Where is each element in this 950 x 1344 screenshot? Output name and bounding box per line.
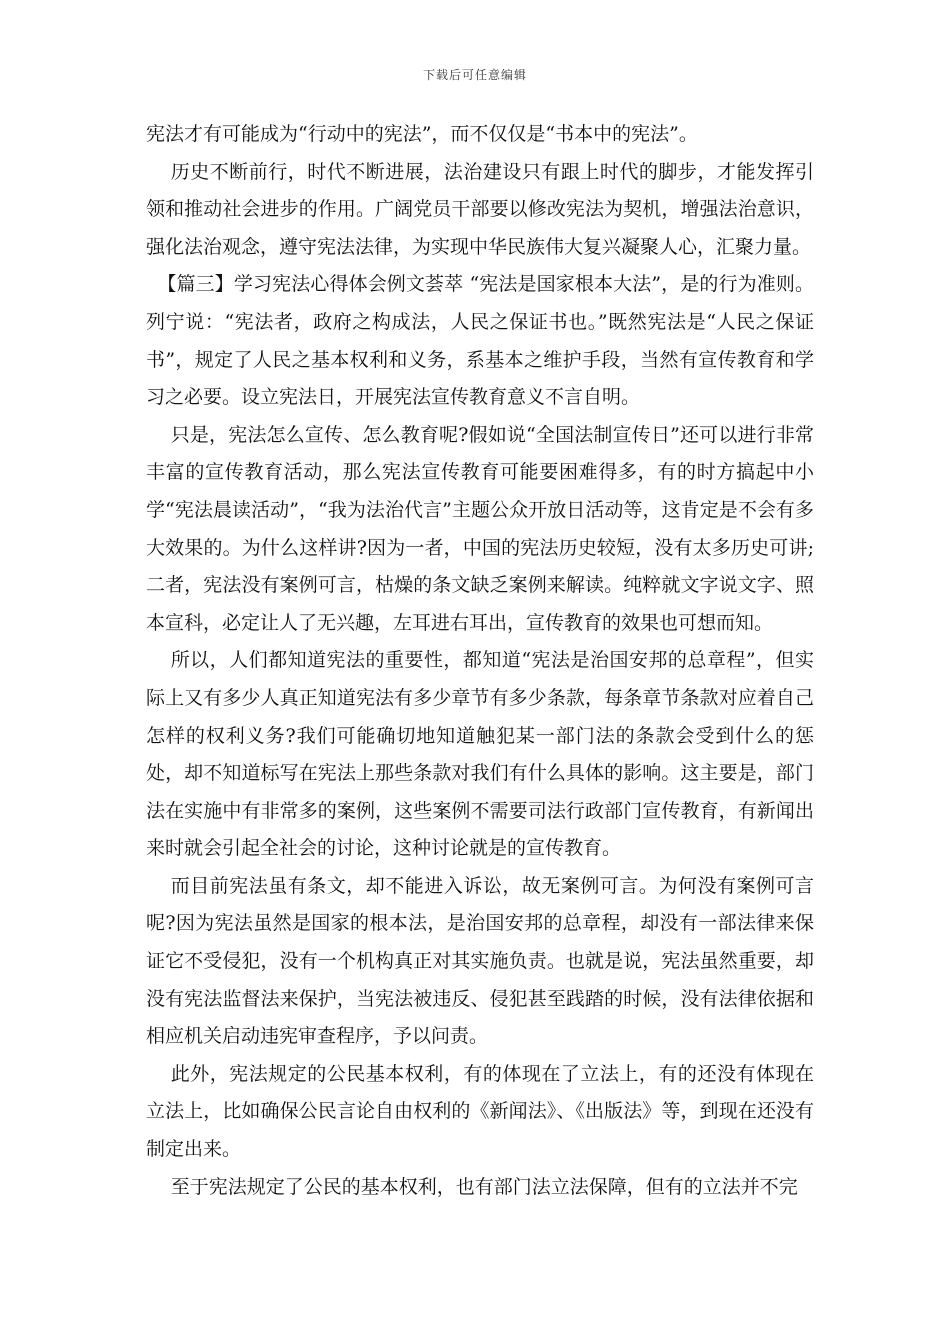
page-header: 下载后可任意编辑 — [422, 68, 527, 82]
paragraph-4: 只是，宪法怎么宣传、怎么教育呢?假如说“全国法制宣传日”还可以进行非常丰富的宣传教育活动，那么宪法宣传教育可能要困难得多，有的时方搞起中小学“宪法晨读活动”，“我为法治代言”主题公众开放日活动等，这肯定是不会有多大效果的。为什么这样讲?因为一者，中国的宪法历史较短，没有太多历史可讲;二者，宪法没有案例可言，枯燥的条文缺乏案例来解读。纯粹就文字说文字、照本宣科，必定让人了无兴趣，左耳进右耳出，宣传教育的效果也可想而知。 — [146, 423, 814, 634]
paragraph-6: 而目前宪法虽有条文，却不能进入诉讼，故无案例可言。为何没有案例可言呢?因为宪法虽然是国家的根本法，是治国安邦的总章程，却没有一部法律来保证它不受侵犯，没有一个机构真正对其实施负责。也就是说，宪法虽然重要，却没有宪法监督法来保护，当宪法被违反、侵犯甚至践踏的时候，没有法律依据和相应机关启动违宪审查程序，予以问责。 — [146, 874, 814, 1048]
document-body — [146, 116, 814, 1206]
paragraph-7: 此外，宪法规定的公民基本权利，有的体现在了立法上，有的还没有体现在立法上，比如确保公民言论自由权利的《新闻法》、《出版法》等，到现在还没有制定出来。 — [146, 1062, 814, 1161]
paragraph-1: 宪法才有可能成为“行动中的宪法”，而不仅仅是“书本中的宪法”。 — [146, 123, 698, 145]
paragraph-3: 【篇三】学习宪法心得体会例文荟萃 “宪法是国家根本大法”，是的行为准则。列宁说：“宪法者，政府之构成法，人民之保证书也。”既然宪法是“人民之保证书”，规定了人民之基本权利和义务，系基本之维护手段，当然有宣传教育和学习之必要。设立宪法日，开展宪法宣传教育意义不言自明。 — [146, 273, 814, 409]
paragraph-8: 至于宪法规定了公民的基本权利，也有部门法立法保障，但有的立法并不完 — [170, 1175, 798, 1198]
paragraph-5: 所以，人们都知道宪法的重要性，都知道“宪法是治国安邦的总章程”，但实际上又有多少人真正知道宪法有多少章节有多少条款，每条章节条款对应着自己怎样的权利义务?我们可能确切地知道触犯某一部门法的条款会受到什么的惩处，却不知道标写在宪法上那些条款对我们有什么具体的影响。这主要是，部门法在实施中有非常多的案例，这些案例不需要司法行政部门宣传教育，有新闻出来时就会引起全社会的讨论，这种讨论就是的宣传教育。 — [146, 649, 814, 860]
paragraph-2: 历史不断前行，时代不断进展，法治建设只有跟上时代的脚步，才能发挥引领和推动社会进步的作用。广阔党员干部要以修改宪法为契机，增强法治意识，强化法治观念，遵守宪法法律，为实现中华民族伟大复兴凝聚人心，汇聚力量。 — [146, 160, 814, 258]
